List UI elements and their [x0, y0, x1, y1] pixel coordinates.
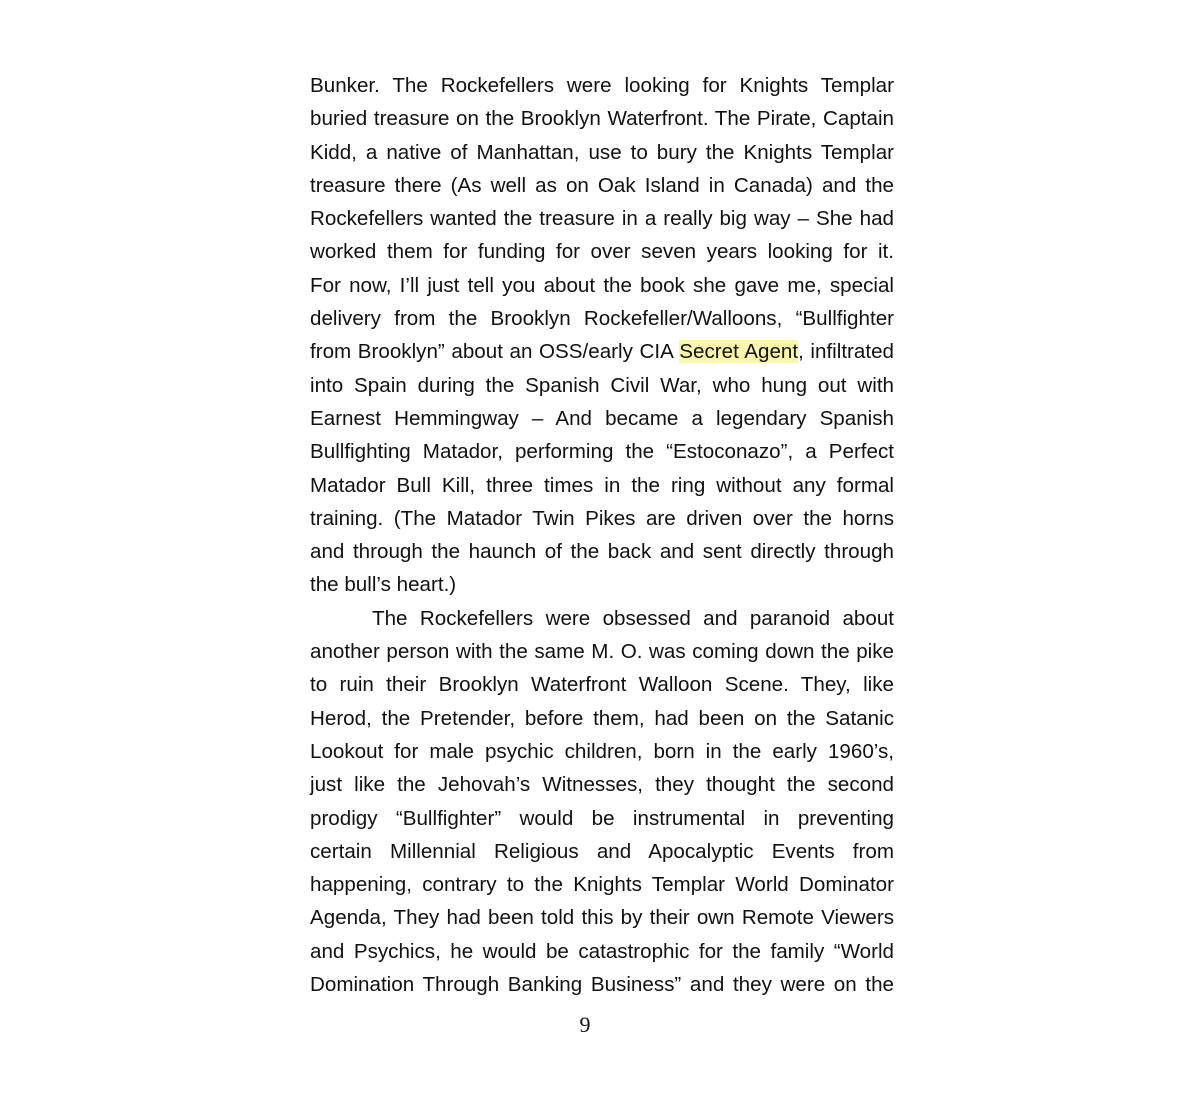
text-line: Herod, the Pretender, before them, had been on the Satanic [310, 706, 894, 730]
text-line: buried treasure on the Brooklyn Waterfront. The Pirate, Captain [310, 107, 894, 131]
text-line: just like the Jehovah’s Witnesses, they thought the second [310, 773, 894, 797]
text-line: Bullfighting Matador, performing the “Estoconazo”, a Perfect [310, 440, 894, 464]
text-line: Agenda, They had been told this by their own Remote Viewers [310, 906, 894, 930]
text-line: training. (The Matador Twin Pikes are driven over the horns [310, 506, 894, 530]
text-line: Matador Bull Kill, three times in the ring without any formal [310, 473, 894, 497]
text-line: another person with the same M. O. was coming down the pike [310, 640, 894, 664]
body-text [310, 69, 894, 1001]
text-line: and Psychics, he would be catastrophic for the family “World [310, 939, 894, 963]
text-line: Rockefellers wanted the treasure in a really big way – She had [310, 207, 894, 231]
page-number: 9 [579, 1012, 591, 1037]
text-line: Domination Through Banking Business” and they were on the [310, 973, 894, 997]
text-line: certain Millennial Religious and Apocalyptic Events from [310, 839, 894, 863]
text-line: the bull’s heart.) [310, 573, 457, 597]
text-line: For now, I’ll just tell you about the book she gave me, special [310, 273, 894, 297]
text-line: delivery from the Brooklyn Rockefeller/Walloons, “Bullfighter [310, 307, 894, 331]
text-line-with-highlight [310, 335, 894, 368]
text-line: and through the haunch of the back and sent directly through [310, 540, 894, 564]
text-line: into Spain during the Spanish Civil War, who hung out with [310, 373, 894, 397]
paragraph-2 [310, 602, 894, 1002]
text-line: worked them for funding for over seven years looking for it. [310, 240, 894, 264]
text-line: Bunker. The Rockefellers were looking for Knights Templar [310, 74, 894, 97]
text-line: prodigy “Bullfighter” would be instrumental in preventing [310, 806, 894, 830]
text-line: Lookout for male psychic children, born in the early 1960’s, [310, 739, 894, 763]
highlighted-text: Secret Agent [679, 340, 799, 364]
text-line: Earnest Hemmingway – And became a legendary Spanish [310, 406, 894, 430]
text-segment: from Brooklyn” about an OSS/early CIA [310, 340, 680, 364]
text-segment: , infiltrated [798, 340, 894, 364]
text-line: treasure there (As well as on Oak Island in Canada) and the [310, 173, 894, 197]
text-line: The Rockefellers were obsessed and paranoid about [372, 606, 894, 630]
text-line: happening, contrary to the Knights Templar World Dominator [310, 873, 894, 897]
text-line: Kidd, a native of Manhattan, use to bury the Knights Templar [310, 140, 894, 164]
paragraph-1 [310, 69, 894, 602]
text-line: to ruin their Brooklyn Waterfront Walloon Scene. They, like [310, 673, 894, 697]
